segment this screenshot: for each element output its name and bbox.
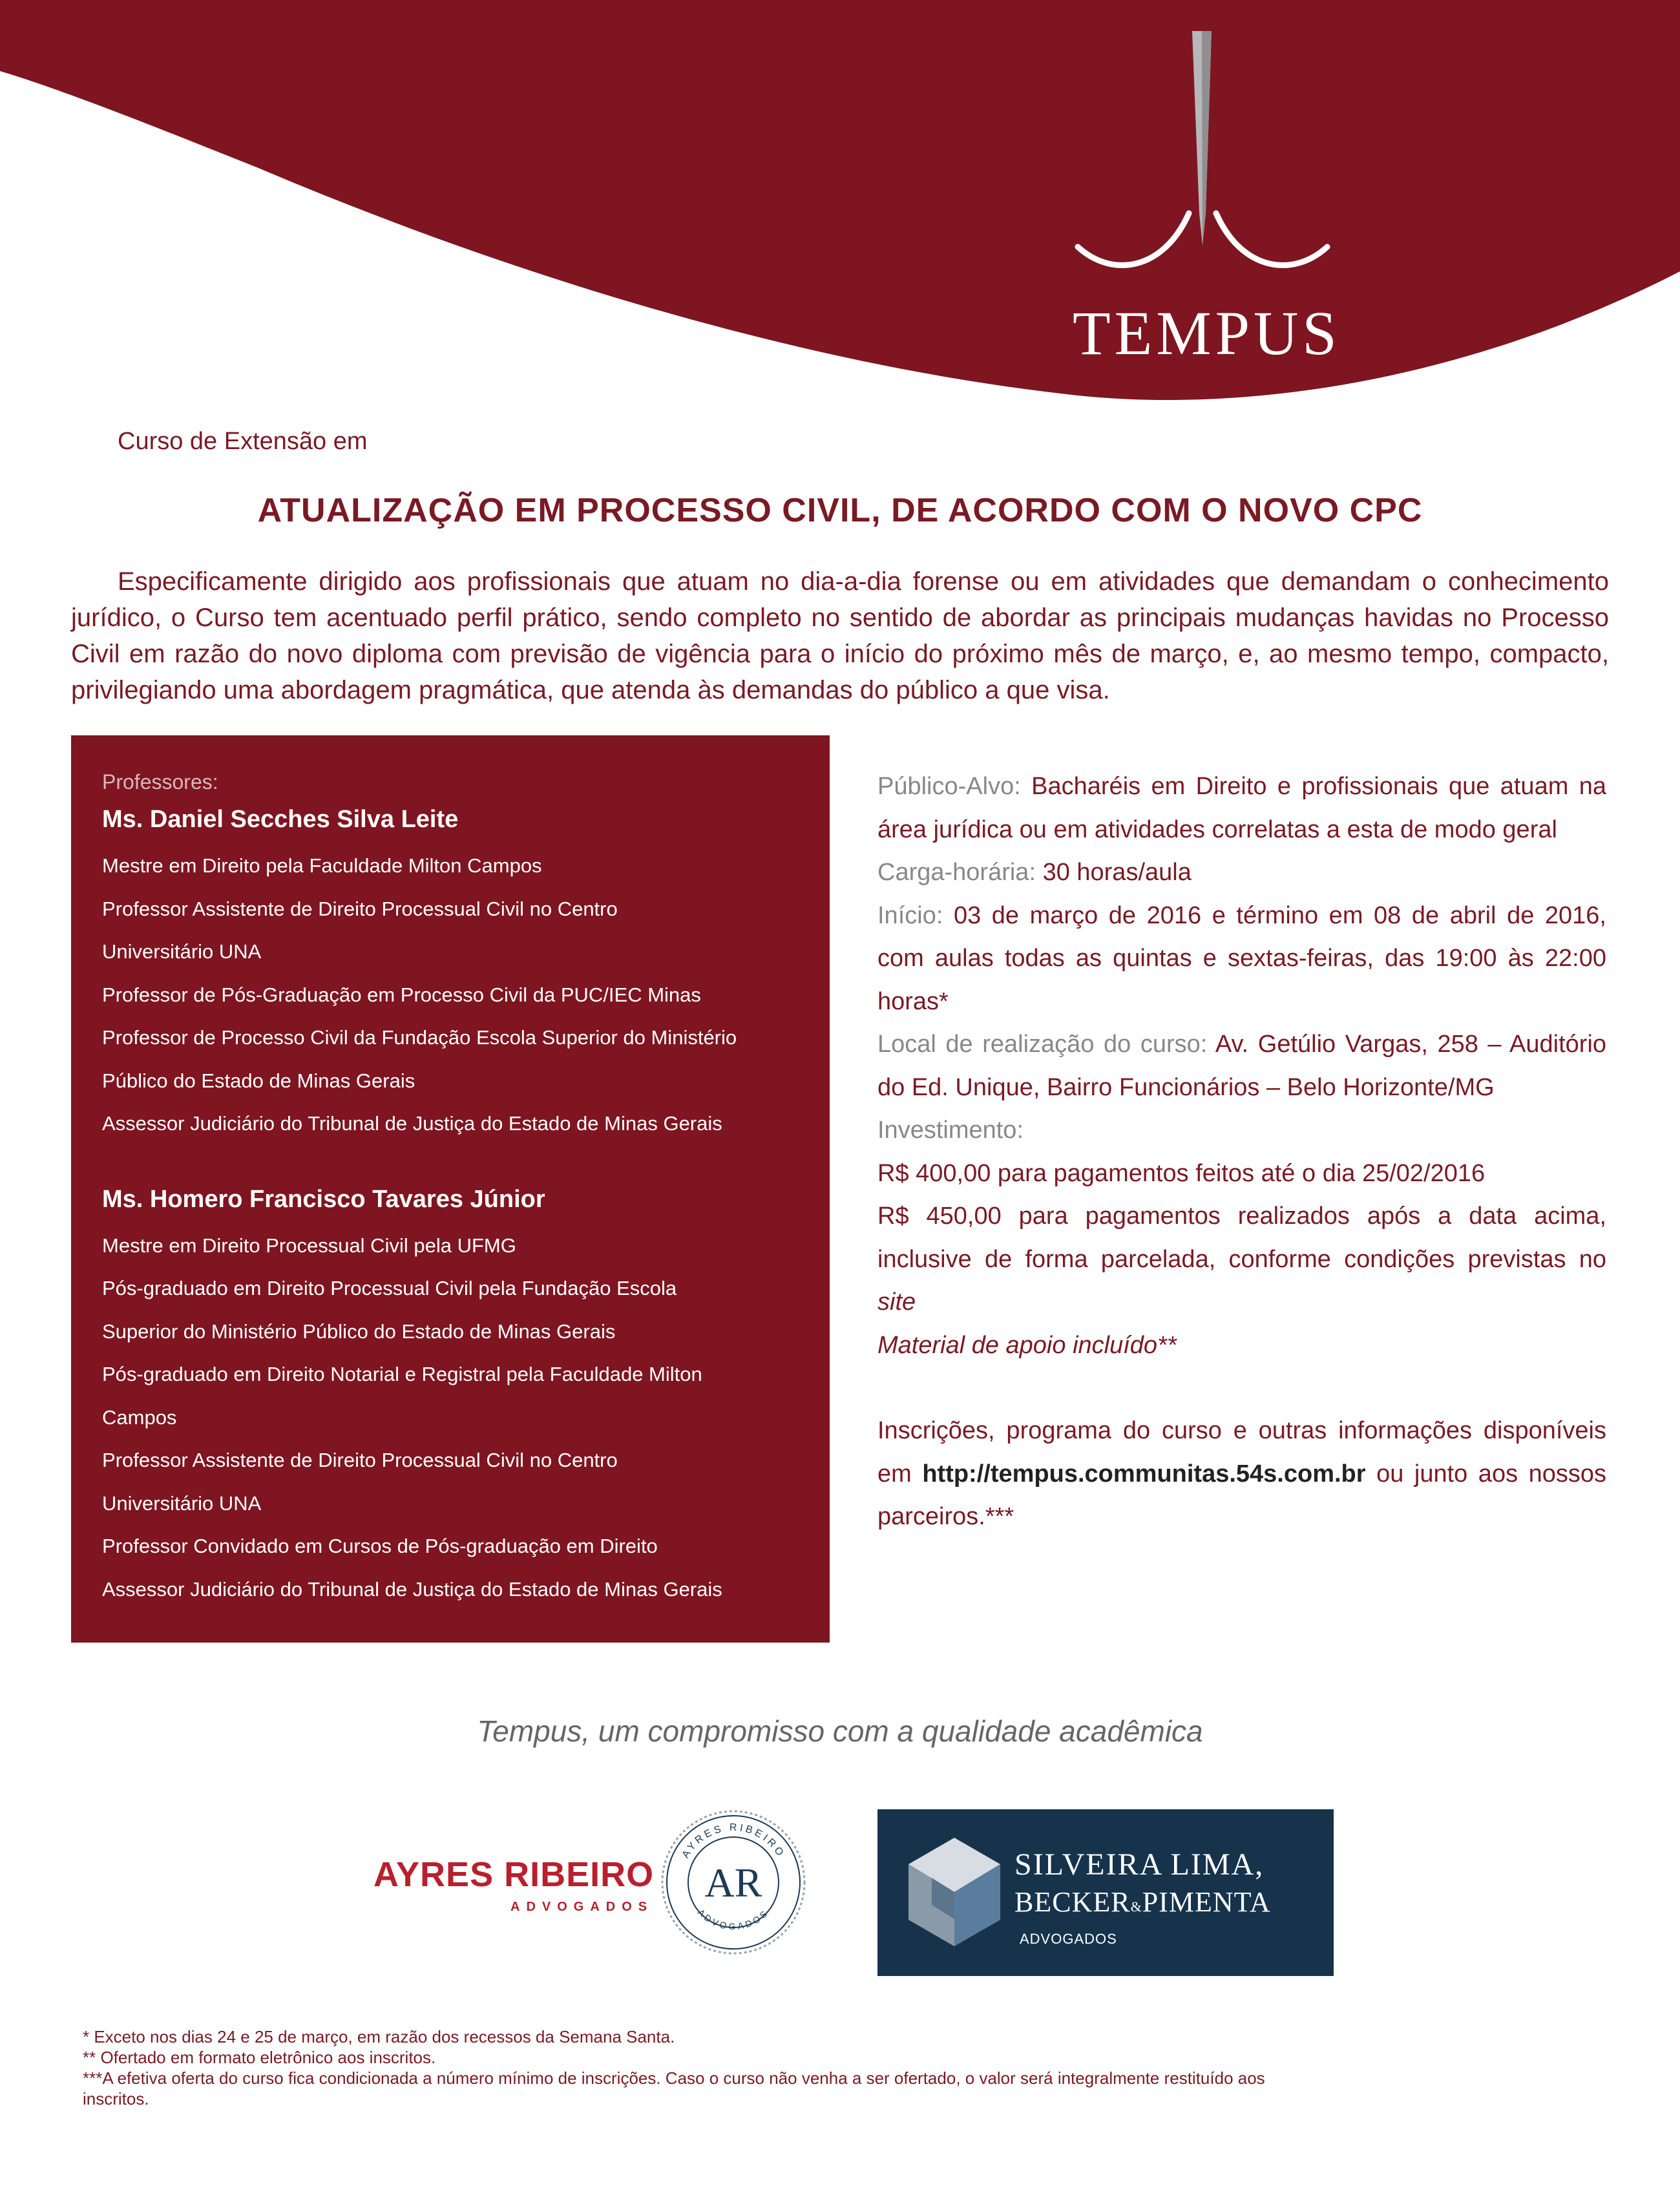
footnote: * Exceto nos dias 24 e 25 de março, em razão dos recessos da Semana Santa. [83, 2027, 675, 2046]
professor-credential: Professor de Pós-Graduação em Processo Civil da PUC/IEC Minas [102, 983, 701, 1006]
material-note: Material de apoio incluído** [877, 1331, 1177, 1359]
professor-credential: Professor de Processo Civil da Fundação Escola Superior do Ministério [102, 1026, 737, 1049]
ayres-ribeiro-seal-icon [660, 1809, 806, 1955]
professors-panel [71, 735, 830, 1643]
course-subtitle: Curso de Extensão em [118, 428, 368, 455]
svg-text:AR: AR [704, 1860, 762, 1906]
workload: Carga-horária: 30 horas/aula [877, 859, 1192, 886]
professor-name: Ms. Daniel Secches Silva Leite [102, 806, 459, 833]
svg-text:AYRES RIBEIRO: AYRES RIBEIRO [680, 1822, 787, 1860]
tagline: Tempus, um compromisso com a qualidade acadêmica [477, 1714, 1203, 1748]
course-intro: Especificamente dirigido aos profissionais que atuam no dia-a-dia forense ou em atividades que demandam o conhecimento jurídico, o Curso tem acentuado perfil prático, sendo completo no sentido de abordar as principais mudanças havidas no Processo Civil em razão do novo diploma com previsão de vigência para o início do próximo mês de março, e, ao mesmo tempo, compacto, privilegiando uma abordagem pragmática, que atenda às demandas do público a que visa. [71, 567, 1609, 704]
venue: Local de realização do curso: Av. Getúlio Vargas, 258 – Auditório do Ed. Unique, Bairro Funcionários – Belo Horizonte/MG [877, 1031, 1607, 1101]
slb-line2: BECKER&PIMENTA [1014, 1886, 1271, 1918]
registration-link[interactable]: http://tempus.communitas.54s.com.br [922, 1460, 1366, 1487]
footnotes [83, 2026, 1310, 2109]
slb-line3: ADVOGADOS [1020, 1931, 1117, 1947]
ayres-ribeiro-logo-sub: ADVOGADOS [510, 1900, 654, 1914]
professor-credential: Mestre em Direito Processual Civil pela UFMG [102, 1234, 516, 1257]
professor-credential: Universitário UNA [102, 940, 262, 963]
professor-credential: Mestre em Direito pela Faculdade Milton Campos [102, 854, 542, 877]
professor-credential: Campos [102, 1405, 177, 1429]
header-banner [0, 0, 1680, 414]
slb-line1: SILVEIRA LIMA, [1014, 1847, 1265, 1882]
professor-name: Ms. Homero Francisco Tavares Júnior [102, 1185, 545, 1213]
course-info [877, 765, 1606, 1539]
footnote: ** Ofertado em formato eletrônico aos inscritos. [83, 2048, 436, 2067]
svg-text:ADVOGADOS: ADVOGADOS [696, 1907, 771, 1931]
price-late: R$ 450,00 para pagamentos realizados após a data acima, inclusive de forma parcelada, conforme condições previstas no site [877, 1203, 1606, 1316]
course-title: ATUALIZAÇÃO EM PROCESSO CIVIL, DE ACORDO COM O NOVO CPC [257, 492, 1423, 529]
price-early: R$ 400,00 para pagamentos feitos até o dia 25/02/2016 [877, 1159, 1486, 1187]
professor-credential: Público do Estado de Minas Gerais [102, 1069, 415, 1092]
professor-credential: Superior do Ministério Público do Estado de Minas Gerais [102, 1319, 616, 1343]
start-date: Início: 03 de março de 2016 e término em 08 de abril de 2016, com aulas todas as quintas e sextas-feiras, das 19:00 às 22:00 horas* [877, 901, 1606, 1015]
tempus-logo-text: TEMPUS [1073, 299, 1341, 368]
professor-credential: Assessor Judiciário do Tribunal de Justiça do Estado de Minas Gerais [102, 1112, 722, 1135]
silveira-lima-logo [877, 1809, 1334, 1976]
hexagon-cube-icon [906, 1835, 1003, 1949]
professor-credential: Professor Assistente de Direito Processual Civil no Centro [102, 1449, 618, 1471]
professor-credential: Assessor Judiciário do Tribunal de Justiça do Estado de Minas Gerais [102, 1577, 722, 1601]
professors-heading: Professores: [102, 770, 218, 794]
footnote: ***A efetiva oferta do curso fica condicionada a número mínimo de inscrições. Caso o curso não venha a ser ofertado, o valor será integralmente restituído aos inscritos. [83, 2068, 1265, 2108]
investment-label: Investimento: [877, 1117, 1024, 1144]
registration-info: Inscrições, programa do curso e outras informações disponíveis em http://tempus.communitas.54s.com.br ou junto aos nossos parceiros.*** [877, 1417, 1607, 1530]
professor-credential: Professor Convidado em Cursos de Pós-graduação em Direito [102, 1535, 658, 1557]
ayres-ribeiro-logo-text: AYRES RIBEIRO [373, 1855, 655, 1894]
professor-credential: Universitário UNA [102, 1491, 262, 1515]
professor-credential: Pós-graduado em Direito Notarial e Registral pela Faculdade Milton [102, 1363, 702, 1385]
target-audience: Público-Alvo: Bacharéis em Direito e profissionais que atuam na área jurídica ou em atividades correlatas a esta de modo geral [877, 773, 1606, 843]
professor-credential: Professor Assistente de Direito Processual Civil no Centro [102, 897, 618, 920]
professor-credential: Pós-graduado em Direito Processual Civil pela Fundação Escola [102, 1277, 677, 1299]
